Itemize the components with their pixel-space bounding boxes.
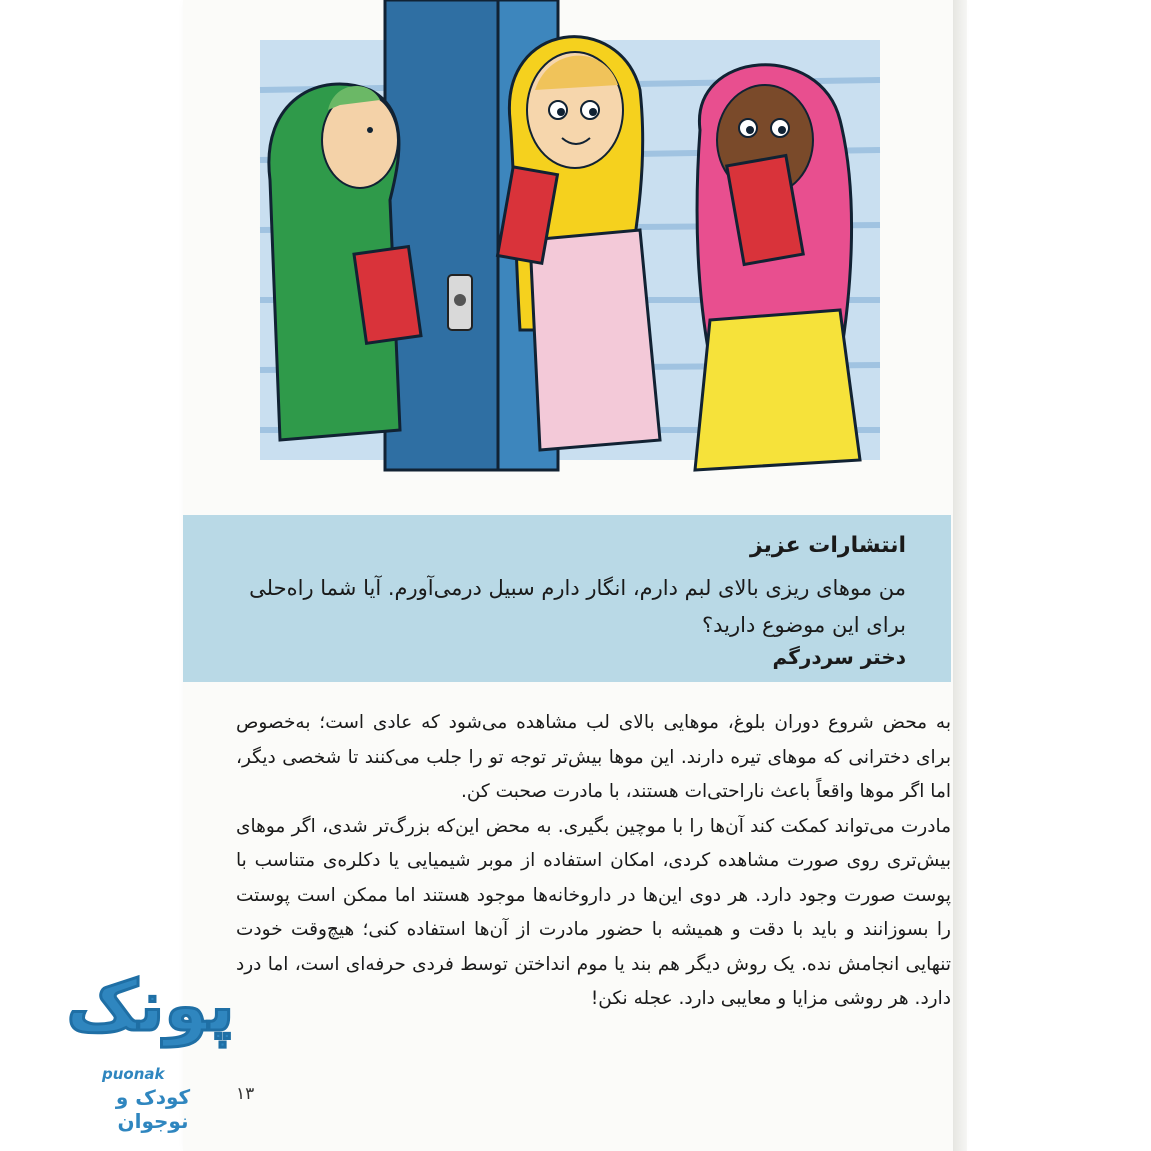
girls-at-lockers-illustration — [240, 0, 890, 500]
answer-paragraph: مادرت می‌تواند کمکت کند آن‌ها را با موچین بگیری. به محض این‌که بزرگ‌تر شدی، اگر موهای بیش‌تری روی صورت مشاهده کردی، امکان استفاده از موبر شیمیایی یا دکلره‌ی متناسب با پوست صورت وجود دارد. هر دوی این‌ها در داروخانه‌ها موجود هستند اما ممکن است پوستت را بسوزانند و باید با دقت و همیشه با حضور مادرت از آن‌ها استفاده کنی؛ هیچ‌وقت خودت تنهایی انجامش نده. یک روش دیگر هم بند یا موم انداختن توسط فردی حرفه‌ای است، اما درد دارد. هر روشی مزایا و معایبی دارد. عجله نکن! — [236, 815, 951, 1009]
logo-brand: پونک — [66, 965, 235, 1047]
page-number: ۱۳ — [236, 1084, 255, 1104]
letter-question: من موهای ریزی بالای لبم دارم، انگار دارم سبیل درمی‌آورم. آیا شما راه‌حلی برای این موضوع دارید؟ — [249, 576, 906, 637]
page-edge — [953, 0, 967, 1151]
letter-heading: انتشارات عزیز — [749, 533, 906, 558]
letter-signature: دختر سردرگم — [772, 645, 906, 669]
answer-text — [236, 706, 951, 1017]
answer-paragraph: به محض شروع دوران بلوغ، موهایی بالای لب مشاهده می‌شود که عادی است؛ به‌خصوص برای دخترانی که موهای تیره دارند. این موها بیش‌تر توجه تو را جلب می‌کنند تا شخصی دیگر، اما اگر موها واقعاً باعث ناراحتی‌ات هستند، با مادرت صحبت کن. — [236, 712, 951, 802]
logo-subtitle: کودک و نوجوان — [115, 1085, 191, 1133]
logo-latin: puonak — [102, 1065, 165, 1083]
publisher-logo — [58, 965, 243, 1145]
letter-box — [183, 515, 951, 682]
